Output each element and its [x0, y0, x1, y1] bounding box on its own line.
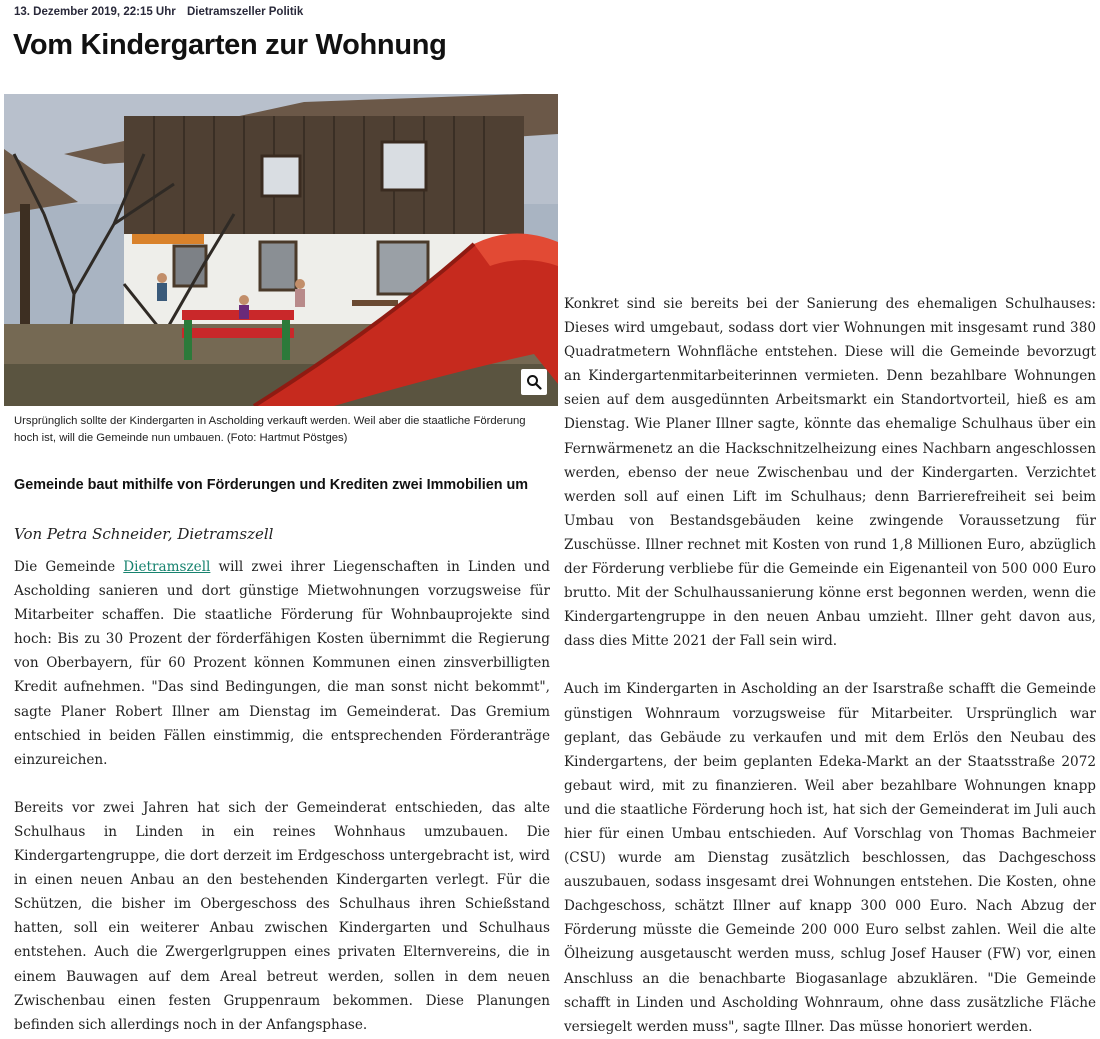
article-meta: [14, 6, 303, 18]
article-photo[interactable]: [4, 94, 558, 406]
category-link[interactable]: Dietramszeller Politik: [186, 6, 304, 18]
photo-caption: Ursprünglich sollte der Kindergarten in Ascholding verkauft werden. Weil aber die staatliche Förderung hoch ist, will die Gemeinde nun umbauen. (Foto: Hartmut Pöstges): [14, 415, 526, 444]
article-column-right: [564, 292, 1096, 1039]
dietramszell-link[interactable]: Dietramszell: [123, 559, 211, 575]
paragraph-3: Konkret sind sie bereits bei der Sanierung des ehemaligen Schulhauses: Dieses wird umgebaut, sodass dort vier Wohnungen mit insgesamt rund 380 Quadratmetern Wohnfläche entstehen. Diese will die Gemeinde bevorzugt an Kindergartenmitarbeiterinnen vermieten. Denn bezahlbare Wohnungen seien auf dem ausgedünnten Arbeitsmarkt ein Standortvorteil, hieß es am Dienstag. Wie Planer Illner sagte, könnte das ehemalige Schulhaus über ein Fernwärmenetz an die Hackschnitzelheizung eines Nachbarn angeschlossen werden, ebenso der neue Zwischenbau und der Kindergarten. Verzichtet werden soll auf einen Lift im Schulhaus; denn Barrierefreiheit sei beim Umbau von Bestandsgebäuden keine zwingende Voraussetzung für Zuschüsse. Illner rechnet mit Kosten von rund 1,8 Millionen Euro, abzüglich der Förderung verbliebe für die Gemeinde ein Eigenanteil von 500 000 Euro brutto. Mit der Schulhaussanierung könne erst begonnen werden, wenn die Kindergartengruppe in den neuen Anbau umzieht. Illner geht davon aus, dass dies Mitte 2021 der Fall sein wird.: [564, 296, 1096, 650]
author-byline: Von Petra Schneider, Dietramszell: [14, 525, 274, 543]
zoom-button[interactable]: [521, 369, 547, 395]
publish-date: 13. Dezember 2019, 22:15 Uhr: [14, 6, 176, 18]
paragraph-2: Bereits vor zwei Jahren hat sich der Gemeinderat entschieden, das alte Schulhaus in Linden in ein reines Wohnhaus umzubauen. Die Kindergartengruppe, die dort derzeit im Erdgeschoss untergebracht ist, wird in einen neuen Anbau an den bestehenden Kindergarten verlegt. Für die Schützen, die bisher im Obergeschoss des Schulhaus ihren Schießstand hatten, soll ein weiterer Anbau zwischen Kindergarten und Schulhaus entstehen. Auch die Zwergerlgruppen eines privaten Elternvereins, die in einem Bauwagen auf dem Areal betreut werden, sollen in dem neuen Zwischenbau einen festen Gruppenraum bekommen. Diese Planungen befinden sich allerdings noch in der Anfangsphase.: [14, 799, 550, 1033]
paragraph-1: Die Gemeinde Dietramszell will zwei ihrer Liegenschaften in Linden und Ascholding sanieren und dort günstige Mietwohnungen vorzugsweise für Mitarbeiter schaffen. Die staatliche Förderung für Wohnbauprojekte sind hoch: Bis zu 30 Prozent der förderfähigen Kosten übernimmt die Regierung von Oberbayern, für 60 Prozent können Kommunen einen zinsverbilligten Kredit aufnehmen. "Das sind Bedingungen, die man sonst nicht bekommt", sagte Planer Robert Illner am Dienstag im Gemeinderat. Das Gremium entschied in beiden Fällen einstimmig, die entsprechenden Förderanträge einzureichen.: [14, 559, 550, 768]
kindergarten-photo: [4, 94, 558, 406]
article-column-left: [14, 555, 550, 1037]
magnifier-icon: [526, 374, 542, 390]
paragraph-4: Auch im Kindergarten in Ascholding an der Isarstraße schafft die Gemeinde günstigen Wohnraum vorzugsweise für Mitarbeiter. Ursprünglich war geplant, das Gebäude zu verkaufen und mit dem Erlös den Neubau des Kindergartens, der beim geplanten Edeka-Markt an der Staatsstraße 2072 gebaut wird, mit zu finanzieren. Weil aber bezahlbare Wohnungen knapp und die staatliche Förderung hoch ist, hat sich der Gemeinderat im Juli auch hier für einen Umbau entschieden. Auf Vorschlag von Thomas Bachmeier (CSU) wurde am Dienstag zusätzlich beschlossen, das Dachgeschoss auszubauen, sodass insgesamt drei Wohnungen entstehen. Die Kosten, ohne Dachgeschoss, schätzt Illner auf knapp 300 000 Euro. Nach Abzug der Förderung müsste die Gemeinde 200 000 Euro selbst zahlen. Weil die alte Ölheizung ausgetauscht werden muss, schlug Josef Hauser (FW) vor, einen Anschluss an die benachbarte Biogasanlage abzuklären. "Die Gemeinde schafft in Linden und Ascholding Wohnraum, ohne dass zusätzliche Fläche versiegelt werden muss", sagte Illner. Das müsse honoriert werden.: [564, 681, 1096, 1035]
article-subtitle: Gemeinde baut mithilfe von Förderungen und Krediten zwei Immobilien um: [14, 477, 529, 493]
article-headline: Vom Kindergarten zur Wohnung: [13, 29, 447, 61]
